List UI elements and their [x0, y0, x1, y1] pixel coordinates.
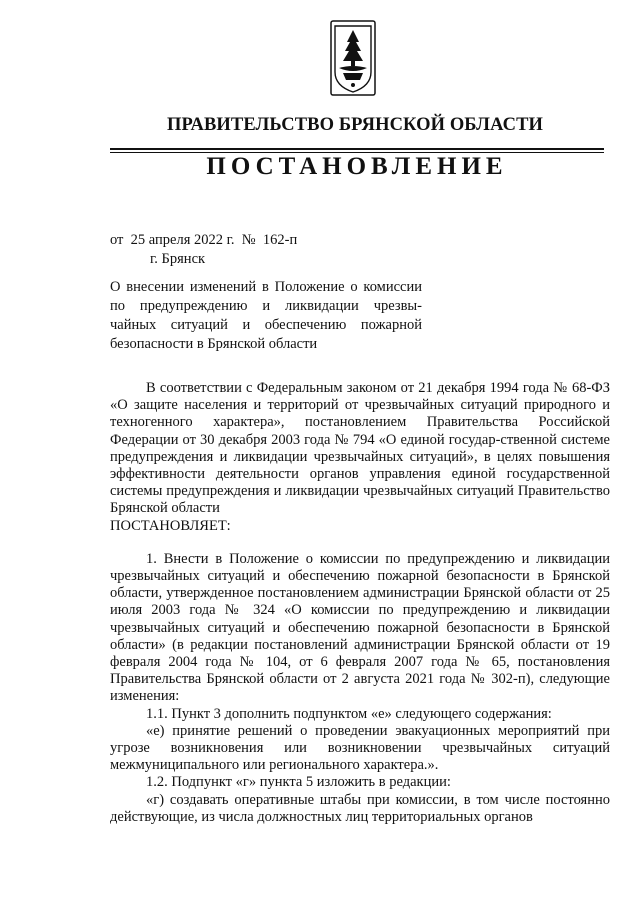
resolves-line: ПОСТАНОВЛЯЕТ:: [110, 517, 231, 534]
item-1-2-text-paragraph: «г) создавать оперативные штабы при комиссии, в том числе постоянно действующие, из числа должностных лиц территориальных органов: [110, 791, 610, 825]
item-1-1-paragraph: 1.1. Пункт 3 дополнить подпунктом «е» следующего содержания:: [146, 705, 552, 722]
bryansk-coat-of-arms-icon: [330, 20, 376, 96]
header-divider-thick: [110, 148, 604, 150]
document-date-number: от 25 апреля 2022 г. № 162-п: [110, 232, 298, 248]
document-subject: О внесении изменений в Положение о комиссии по предупреждению и ликвидации чрезвы-чайных ситуаций и обеспечению пожарной безопасности в Брянской области: [110, 279, 422, 352]
item-1-1-text-paragraph: «е) принятие решений о проведении эвакуационных мероприятий при угрозе возникновения или возникновении чрезвычайных ситуаций межмуниципального или регионального характера.».: [110, 722, 610, 774]
document-type-heading: ПОСТАНОВЛЕНИЕ: [206, 153, 508, 180]
item-1-paragraph: 1. Внести в Положение о комиссии по предупреждению и ликвидации чрезвычайных ситуаций и обеспечению пожарной безопасности в Брянской области, утвержденное постановлением администрации Брянской области от 25 июля 2003 года № 324 «О комиссии по предупреждению и ликвидации чрезвычайных ситуаций и обеспечению пожарной безопасности в Брянской области» (в редакции постановлений администрации Брянской области от 19 февраля 2004 года № 104, от 6 февраля 2007 года № 65, постановления Правительства Брянской области от 2 августа 2021 года № 302-п), следующие изменения:: [110, 550, 610, 705]
document-city: г. Брянск: [150, 251, 206, 267]
government-title: ПРАВИТЕЛЬСТВО БРЯНСКОЙ ОБЛАСТИ: [166, 115, 543, 135]
item-1-2-paragraph: 1.2. Подпункт «г» пункта 5 изложить в редакции:: [146, 774, 451, 791]
document-body: [110, 380, 610, 826]
preamble-paragraph: В соответствии с Федеральным законом от 21 декабря 1994 года № 68-ФЗ «О защите населения и территорий от чрезвычайных ситуаций природного и техногенного характера», постановлением Правительства Российской Федерации от 30 декабря 2003 года № 794 «О единой государ-ственной системе предупреждения и ликвидации чрезвычайных ситуаций», в целях повышения эффективности деятельности органов управления единой государственной системы предупреждения и ликвидации чрезвычайных ситуаций Правительство Брянской области: [110, 380, 610, 517]
